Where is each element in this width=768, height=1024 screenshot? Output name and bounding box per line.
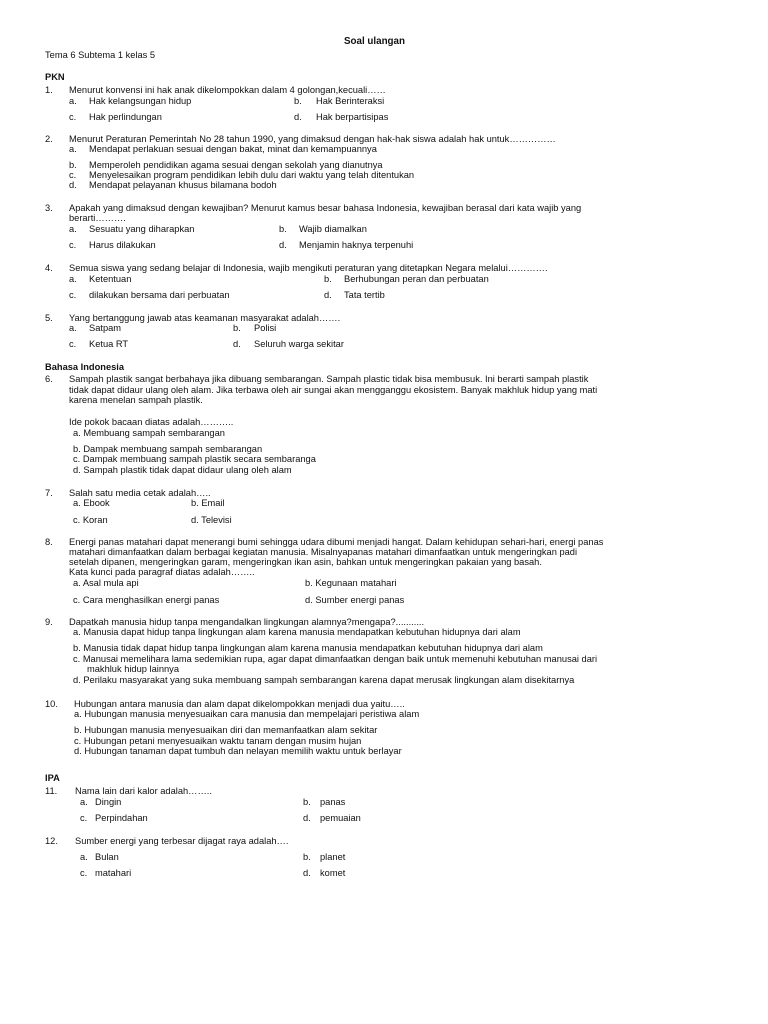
q1-d-text: Hak berpartisipas (316, 112, 389, 122)
q2-c-letter: c. (69, 170, 77, 180)
q10-option-b: b. Hubungan manusia menyesuaikan diri dan memanfaatkan alam sekitar (74, 725, 378, 735)
q6-prompt: Ide pokok bacaan diatas adalah……….. (69, 417, 234, 427)
q6-text-line3: karena menelan sampah plastik. (69, 395, 203, 405)
q4-a-letter: a. (69, 274, 77, 284)
q9-option-c-line1: c. Manusai memelihara lama sedemikian rupa, agar dapat dimanfaatkan dengan baik untuk memenuhi kebutuhan manusai dari (73, 654, 598, 664)
q4-number: 4. (45, 263, 53, 273)
q11-number: 11. (45, 786, 58, 796)
section-pkn: PKN (45, 72, 65, 82)
q5-d-letter: d. (233, 339, 241, 349)
q5-a-text: Satpam (89, 323, 122, 333)
q2-b-text: Memperoleh pendidikan agama sesuai dengan sekolah yang dianutnya (89, 160, 383, 170)
q9-number: 9. (45, 617, 53, 627)
q10-option-c: c. Hubungan petani menyesuaikan waktu tanam dengan musim hujan (74, 736, 362, 746)
q4-c-letter: c. (69, 290, 77, 300)
q10-text: Hubungan antara manusia dan alam dapat dikelompokkan menjadi dua yaitu….. (74, 699, 405, 709)
section-bahasa-indonesia: Bahasa Indonesia (45, 362, 125, 372)
q4-d-letter: d. (324, 290, 332, 300)
q12-number: 12. (45, 836, 58, 846)
q11-c-text: Perpindahan (95, 813, 148, 823)
section-ipa: IPA (45, 773, 60, 783)
q3-number: 3. (45, 203, 53, 213)
q5-d-text: Seluruh warga sekitar (254, 339, 344, 349)
q2-number: 2. (45, 134, 53, 144)
q3-a-letter: a. (69, 224, 77, 234)
q5-number: 5. (45, 313, 53, 323)
q6-option-c: c. Dampak membuang sampah plastik secara sembaranga (73, 454, 316, 464)
doc-subtitle: Tema 6 Subtema 1 kelas 5 (45, 50, 156, 60)
q3-b-letter: b. (279, 224, 287, 234)
q11-b-text: panas (320, 797, 346, 807)
q5-b-letter: b. (233, 323, 241, 333)
q8-text-line4: Kata kunci pada paragraf diatas adalah…….. (69, 567, 255, 577)
q12-d-letter: d. (303, 868, 311, 878)
q1-number: 1. (45, 85, 53, 95)
q6-number: 6. (45, 374, 53, 384)
q2-a-text: Mendapat perlakuan sesuai dengan bakat, minat dan kemampuannya (89, 144, 377, 154)
q1-b-text: Hak Berinteraksi (316, 96, 385, 106)
q8-text-line2: matahari dimanfaatkan dalam berbagai kegiatan manusia. Misalnyapanas matahari dimanfaatkan untuk mengeringkan padi (69, 547, 578, 557)
q5-c-text: Ketua RT (89, 339, 129, 349)
q1-c-text: Hak perlindungan (89, 112, 162, 122)
q7-option-c: c. Koran (73, 515, 108, 525)
q12-c-letter: c. (80, 868, 88, 878)
q2-b-letter: b. (69, 160, 77, 170)
q7-text: Salah satu media cetak adalah….. (69, 488, 211, 498)
q12-a-text: Bulan (95, 852, 119, 862)
q9-option-d: d. Perilaku masyarakat yang suka membuang sampah sembarangan karena dapat merusak lingkungan alam disekitarnya (73, 675, 575, 685)
q7-option-a: a. Ebook (73, 498, 110, 508)
q8-option-d: d. Sumber energi panas (305, 595, 405, 605)
q9-text: Dapatkah manusia hidup tanpa mengandalkan lingkungan alamnya?mengapa?........... (69, 617, 425, 627)
q8-option-b: b. Kegunaan matahari (305, 578, 397, 588)
q5-a-letter: a. (69, 323, 77, 333)
q1-a-letter: a. (69, 96, 77, 106)
q8-number: 8. (45, 537, 53, 547)
q11-a-letter: a. (80, 797, 88, 807)
q11-text: Nama lain dari kalor adalah…….. (75, 786, 212, 796)
q8-option-c: c. Cara menghasilkan energi panas (73, 595, 220, 605)
doc-title: Soal ulangan (344, 36, 405, 47)
q9-option-c-line2: makhluk hidup lainnya (87, 664, 179, 674)
q3-a-text: Sesuatu yang diharapkan (89, 224, 195, 234)
q3-c-text: Harus dilakukan (89, 240, 156, 250)
q2-a-letter: a. (69, 144, 77, 154)
q12-text: Sumber energi yang terbesar dijagat raya adalah…. (75, 836, 289, 846)
q8-text-line3: setelah dipanen, mengeringkan garam, mengeringkan ikan asin, bahkan untuk mengeringkan pakaian yang basah. (69, 557, 542, 567)
q3-text-line1: Apakah yang dimaksud dengan kewajiban? Menurut kamus besar bahasa Indonesia, kewajiban berasal dari kata wajib yang (69, 203, 582, 213)
q1-text: Menurut konvensi ini hak anak dikelompokkan dalam 4 golongan,kecuali…… (69, 85, 386, 95)
q6-option-d: d. Sampah plastik tidak dapat didaur ulang oleh alam (73, 465, 292, 475)
q11-a-text: Dingin (95, 797, 122, 807)
q12-b-text: planet (320, 852, 346, 862)
q7-option-b: b. Email (191, 498, 225, 508)
q12-d-text: komet (320, 868, 346, 878)
q9-option-b: b. Manusia tidak dapat hidup tanpa lingkungan alam karena manusia mendapatkan kebutuhan hidupnya dari alam (73, 643, 543, 653)
q6-text-line1: Sampah plastik sangat berbahaya jika dibuang sembarangan. Sampah plastic tidak bisa membusuk. Ini berarti sampah plastik (69, 374, 589, 384)
q1-d-letter: d. (294, 112, 302, 122)
q8-text-line1: Energi panas matahari dapat menerangi bumi sehingga udara dibumi menjadi hangat. Dalam kehidupan sehari-hari, energi panas (69, 537, 604, 547)
q3-c-letter: c. (69, 240, 77, 250)
q3-text-line2: berarti………. (69, 213, 126, 223)
q10-number: 10. (45, 699, 58, 709)
q4-b-letter: b. (324, 274, 332, 284)
q4-b-text: Berhubungan peran dan perbuatan (344, 274, 489, 284)
q6-text-line2: tidak dapat didaur ulang oleh alam. Jika terbawa oleh air sungai akan mengganggu ekosistem. Banyak makhluk hidup yang mati (69, 385, 598, 395)
q7-option-d: d. Televisi (191, 515, 232, 525)
q10-option-a: a. Hubungan manusia menyesuaikan cara manusia dan mempelajari peristiwa alam (74, 709, 420, 719)
q12-c-text: matahari (95, 868, 132, 878)
q4-c-text: dilakukan bersama dari perbuatan (89, 290, 230, 300)
q6-option-b: b. Dampak membuang sampah sembarangan (73, 444, 263, 454)
q7-number: 7. (45, 488, 53, 498)
q11-d-letter: d. (303, 813, 311, 823)
q5-c-letter: c. (69, 339, 77, 349)
q1-b-letter: b. (294, 96, 302, 106)
q3-d-letter: d. (279, 240, 287, 250)
q2-d-letter: d. (69, 180, 77, 190)
q5-text: Yang bertanggung jawab atas keamanan masyarakat adalah……. (69, 313, 341, 323)
q4-a-text: Ketentuan (89, 274, 132, 284)
q11-d-text: pemuaian (320, 813, 361, 823)
q6-option-a: a. Membuang sampah sembarangan (73, 428, 225, 438)
q5-b-text: Polisi (254, 323, 277, 333)
q2-c-text: Menyelesaikan program pendidikan lebih dulu dari waktu yang telah ditentukan (89, 170, 415, 180)
q3-b-text: Wajib diamalkan (299, 224, 367, 234)
q4-d-text: Tata tertib (344, 290, 385, 300)
q8-option-a: a. Asal mula api (73, 578, 139, 588)
q1-c-letter: c. (69, 112, 77, 122)
q11-b-letter: b. (303, 797, 311, 807)
q9-option-a: a. Manusia dapat hidup tanpa lingkungan alam karena manusia mendapatkan kebutuhan hidupnya dari alam (73, 627, 521, 637)
q3-d-text: Menjamin haknya terpenuhi (299, 240, 414, 250)
q11-c-letter: c. (80, 813, 88, 823)
q2-text: Menurut Peraturan Pemerintah No 28 tahun 1990, yang dimaksud dengan hak-hak siswa adalah hak untuk…………… (69, 134, 556, 144)
q10-option-d: d. Hubungan tanaman dapat tumbuh dan nelayan memilih waktu untuk berlayar (74, 746, 402, 756)
q12-a-letter: a. (80, 852, 88, 862)
q1-a-text: Hak kelangsungan hidup (89, 96, 192, 106)
q12-b-letter: b. (303, 852, 311, 862)
q2-d-text: Mendapat pelayanan khusus bilamana bodoh (89, 180, 277, 190)
q4-text: Semua siswa yang sedang belajar di Indonesia, wajib mengikuti peraturan yang ditetapkan Negara melalui…………. (69, 263, 548, 273)
